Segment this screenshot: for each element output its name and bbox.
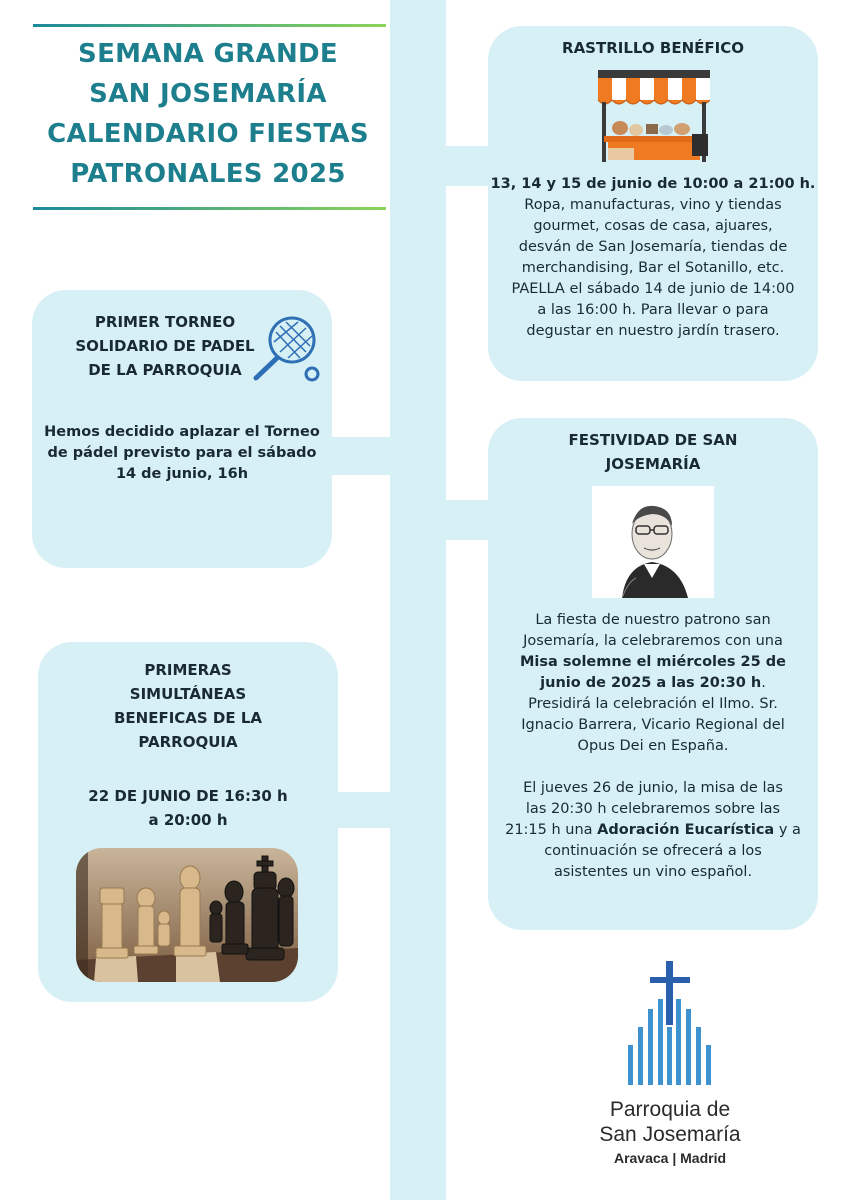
- card-rastrillo: [488, 26, 818, 381]
- simultaneas-title-line: SIMULTÁNEAS: [129, 685, 247, 703]
- festividad-title-line: FESTIVIDAD DE SAN: [568, 431, 738, 449]
- festividad-line: [488, 673, 818, 694]
- title-rule-top: [33, 24, 386, 27]
- title-rule-bottom: [33, 207, 386, 210]
- title-line: CALENDARIO FIESTAS: [47, 119, 369, 149]
- festividad-line: continuación se ofrecerá a los: [544, 843, 762, 859]
- festividad-body: [488, 610, 818, 883]
- festividad-line: La fiesta de nuestro patrono san: [535, 612, 771, 628]
- market-stall-icon: [594, 68, 716, 166]
- festividad-title: [488, 428, 818, 476]
- simultaneas-title: [38, 658, 338, 754]
- festividad-line: asistentes un vino español.: [553, 864, 753, 880]
- logo-line-3: Aravaca | Madrid: [613, 1150, 727, 1166]
- simultaneas-title-line: PRIMERAS: [144, 661, 232, 679]
- card-simultaneas: [38, 642, 338, 1002]
- card-festividad: [488, 418, 818, 930]
- connector-simultaneas: [338, 792, 392, 828]
- padel-title-line: SOLIDARIO DE PADEL: [75, 337, 255, 355]
- rastrillo-line: a las 16:00 h. Para llevar o para: [537, 302, 769, 318]
- logo-name: [570, 1097, 770, 1169]
- festividad-line: Ignacio Barrera, Vicario Regional del: [521, 717, 785, 733]
- paragraph-gap: [488, 757, 818, 778]
- page-title: [30, 34, 386, 194]
- festividad-bold-text: junio de 2025 a las 20:30 h: [540, 675, 762, 691]
- rastrillo-line: PAELLA el sábado 14 de junio de 14:00: [511, 281, 795, 297]
- timeline-spine: [390, 0, 446, 1200]
- simultaneas-time-line: 22 DE JUNIO DE 16:30 h: [88, 787, 288, 805]
- festividad-text: y a: [774, 822, 801, 838]
- festividad-line: las 20:30 h celebraremos sobre las: [525, 801, 781, 817]
- padel-body: [32, 422, 332, 485]
- parish-logo: [590, 955, 750, 1175]
- festividad-line: Opus Dei en España.: [577, 738, 729, 754]
- connector-festividad: [446, 500, 490, 540]
- rastrillo-title: RASTRILLO BENÉFICO: [562, 39, 744, 57]
- padel-body-line: Hemos decidido aplazar el Torneo: [44, 424, 320, 440]
- rastrillo-line: gourmet, cosas de casa, ajuares,: [533, 218, 773, 234]
- simultaneas-title-line: PARROQUIA: [138, 733, 238, 751]
- rastrillo-line: merchandising, Bar el Sotanillo, etc.: [521, 260, 785, 276]
- cross-bars-icon: [626, 955, 714, 1087]
- rastrillo-dates: 13, 14 y 15 de junio de 10:00 a 21:00 h.: [490, 176, 816, 192]
- festividad-bold-text: Adoración Eucarística: [597, 822, 775, 838]
- rastrillo-line: Ropa, manufacturas, vino y tiendas: [524, 197, 782, 213]
- festividad-line: [488, 820, 818, 841]
- festividad-line: Presidirá la celebración el Ilmo. Sr.: [528, 696, 778, 712]
- festividad-line: Josemaría, la celebraremos con una: [523, 633, 783, 649]
- connector-rastrillo: [446, 146, 490, 186]
- portrait-sketch-image: [592, 486, 714, 598]
- padel-title-line: PRIMER TORNEO: [94, 313, 236, 331]
- logo-line-2: San Josemaría: [599, 1123, 741, 1146]
- simultaneas-time-line: a 20:00 h: [148, 811, 228, 829]
- rastrillo-body: [488, 174, 818, 342]
- padel-body-line: de pádel previsto para el sábado: [47, 445, 317, 461]
- festividad-line-bold: Misa solemne el miércoles 25 de: [520, 654, 786, 670]
- rastrillo-line: desván de San Josemaría, tiendas de: [518, 239, 788, 255]
- title-line: SEMANA GRANDE: [78, 39, 338, 69]
- padel-body-line: 14 de junio, 16h: [115, 466, 249, 482]
- card-padel: [32, 290, 332, 568]
- chess-pieces-image: [76, 848, 298, 982]
- padel-racket-icon: [250, 312, 324, 384]
- title-line: PATRONALES 2025: [70, 159, 346, 189]
- padel-title-line: DE LA PARROQUIA: [88, 361, 242, 379]
- logo-line-1: Parroquia de: [609, 1098, 731, 1121]
- festividad-text: 21:15 h una: [505, 822, 598, 838]
- festividad-line: El jueves 26 de junio, la misa de las: [523, 780, 783, 796]
- padel-title: [50, 310, 280, 382]
- rastrillo-line: degustar en nuestro jardín trasero.: [526, 323, 780, 339]
- festividad-title-line: JOSEMARÍA: [605, 455, 701, 473]
- festividad-text: .: [761, 675, 766, 691]
- title-line: SAN JOSEMARÍA: [89, 79, 327, 109]
- connector-padel: [330, 437, 392, 475]
- simultaneas-time: [38, 784, 338, 832]
- simultaneas-title-line: BENEFICAS DE LA: [113, 709, 263, 727]
